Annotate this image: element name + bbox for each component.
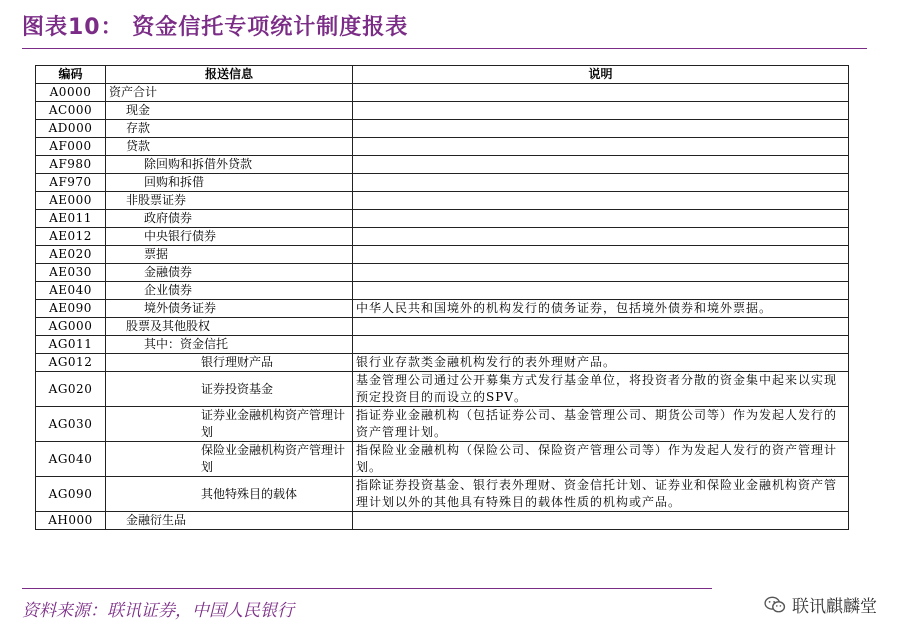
row-info: 金融债券 [106,264,353,282]
row-info: 现金 [106,102,353,120]
table-row [36,442,849,477]
table-row [36,407,849,442]
page-title: 图表10： 资金信托专项统计制度报表 [22,15,409,40]
row-info: 除回购和拆借外贷款 [106,156,353,174]
header-code: 编码 [36,66,106,84]
row-code: AG090 [36,477,106,512]
row-info: 保险业金融机构资产管理计划 [106,442,353,477]
source-note: 资料来源：联讯证券，中国人民银行 [22,601,294,621]
row-desc: 银行业存款类金融机构发行的表外理财产品。 [353,354,849,372]
header-info: 报送信息 [106,66,353,84]
report-table [35,65,849,530]
row-desc: 指保险业金融机构（保险公司、保险资产管理公司等）作为发起人发行的资产管理计划。 [353,442,849,477]
row-desc [353,246,849,264]
row-info: 证券投资基金 [106,372,353,407]
table-row [36,192,849,210]
row-desc: 中华人民共和国境外的机构发行的债务证券，包括境外债券和境外票据。 [353,300,849,318]
table-header-row [36,66,849,84]
row-code: AH000 [36,512,106,530]
table-row [36,156,849,174]
row-desc [353,174,849,192]
row-code: AE020 [36,246,106,264]
row-code: AE012 [36,228,106,246]
row-info: 政府债券 [106,210,353,228]
row-code: AF970 [36,174,106,192]
row-code: AE030 [36,264,106,282]
row-desc [353,84,849,102]
table-row [36,210,849,228]
row-code: AG020 [36,372,106,407]
row-desc [353,138,849,156]
row-desc [353,120,849,138]
row-code: AD000 [36,120,106,138]
table-row [36,120,849,138]
row-desc [353,192,849,210]
row-desc [353,336,849,354]
row-info: 其中：资金信托 [106,336,353,354]
row-desc [353,512,849,530]
row-desc [353,264,849,282]
table-row [36,246,849,264]
row-code: AE090 [36,300,106,318]
row-info: 证券业金融机构资产管理计划 [106,407,353,442]
row-desc [353,102,849,120]
wechat-icon [764,596,786,614]
row-info: 票据 [106,246,353,264]
row-code: AF000 [36,138,106,156]
table-row [36,282,849,300]
row-code: AE040 [36,282,106,300]
table-row [36,174,849,192]
row-info: 金融衍生品 [106,512,353,530]
row-code: AF980 [36,156,106,174]
table-row [36,512,849,530]
row-info: 非股票证券 [106,192,353,210]
row-info: 境外债务证券 [106,300,353,318]
row-desc [353,318,849,336]
row-code: AG040 [36,442,106,477]
table-row [36,264,849,282]
row-code: AG000 [36,318,106,336]
row-info: 企业债券 [106,282,353,300]
table-row [36,477,849,512]
header-desc: 说明 [353,66,849,84]
footer-divider [22,588,712,589]
watermark-text: 联讯麒麟堂 [792,597,877,617]
row-info: 其他特殊目的载体 [106,477,353,512]
table-row [36,354,849,372]
row-code: AC000 [36,102,106,120]
row-info: 股票及其他股权 [106,318,353,336]
row-code: AG012 [36,354,106,372]
title-divider [22,48,867,49]
row-code: AE011 [36,210,106,228]
table-row [36,228,849,246]
row-info: 贷款 [106,138,353,156]
row-info: 中央银行债券 [106,228,353,246]
row-info: 回购和拆借 [106,174,353,192]
table-row [36,300,849,318]
table-row [36,84,849,102]
watermark [764,592,877,617]
row-info: 银行理财产品 [106,354,353,372]
row-info: 资产合计 [106,84,353,102]
row-desc: 指除证券投资基金、银行表外理财、资金信托计划、证券业和保险业金融机构资产管理计划以外的其他具有特殊目的载体性质的机构或产品。 [353,477,849,512]
table-body [36,84,849,530]
row-code: AG011 [36,336,106,354]
row-info: 存款 [106,120,353,138]
table-row [36,336,849,354]
table-row [36,372,849,407]
row-desc: 基金管理公司通过公开募集方式发行基金单位，将投资者分散的资金集中起来以实现预定投资目的而设立的SPV。 [353,372,849,407]
row-desc [353,282,849,300]
row-code: AE000 [36,192,106,210]
row-desc [353,228,849,246]
row-code: A0000 [36,84,106,102]
row-desc: 指证券业金融机构（包括证券公司、基金管理公司、期货公司等）作为发起人发行的资产管理计划。 [353,407,849,442]
row-code: AG030 [36,407,106,442]
row-desc [353,156,849,174]
row-desc [353,210,849,228]
table-row [36,138,849,156]
table-row [36,318,849,336]
table-row [36,102,849,120]
